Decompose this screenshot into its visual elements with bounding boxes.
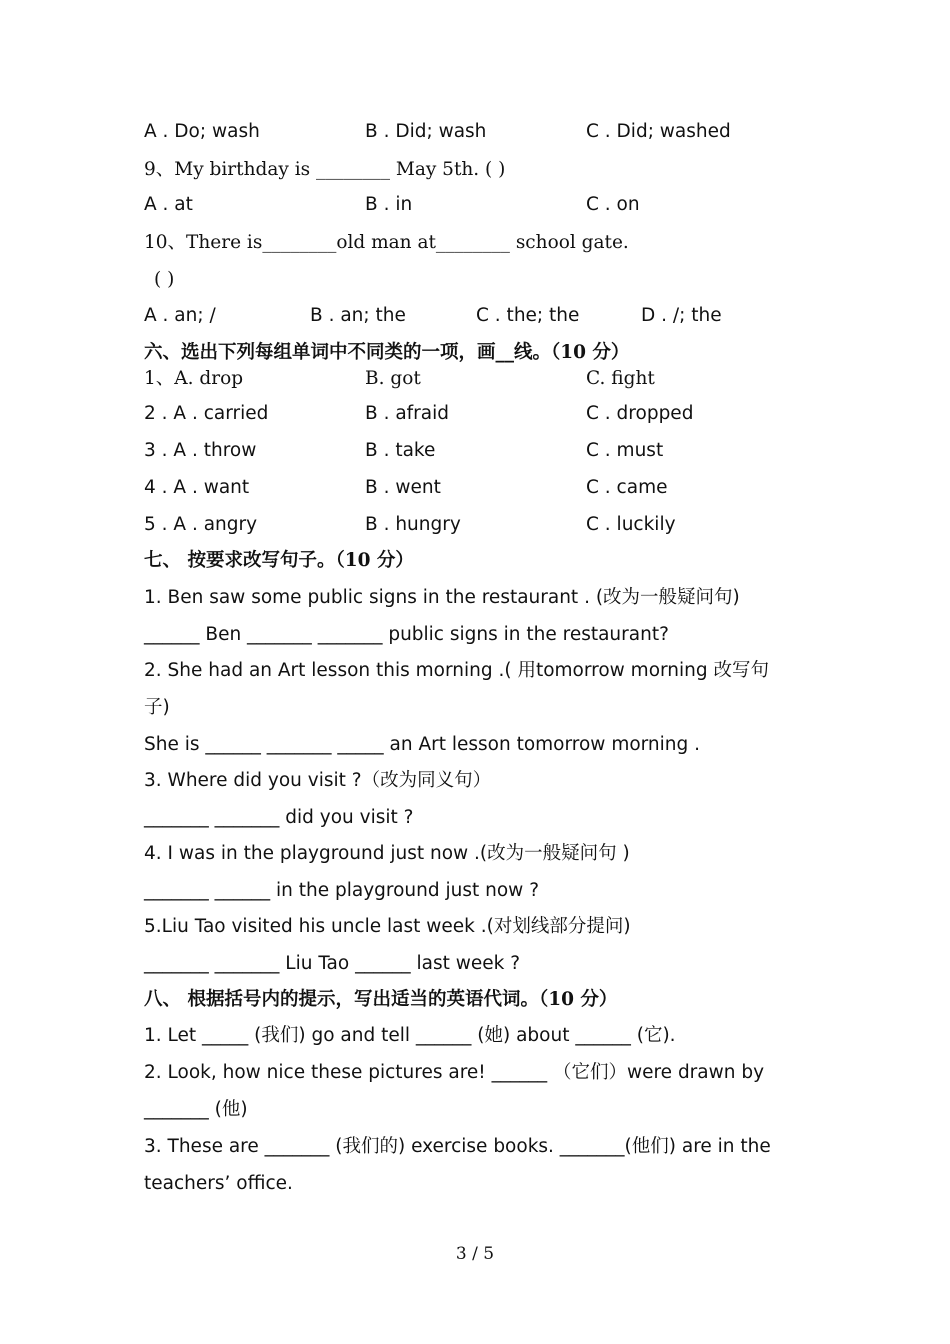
q10-option-a: A . an; / — [144, 305, 216, 326]
q9-option-b: B . in — [365, 194, 413, 215]
s8-line-2: 2. Look, how nice these pictures are! ______ （它们）were drawn by — [144, 1062, 765, 1083]
s8-line-3: _______ (他) — [144, 1099, 248, 1120]
s7-line-10: 5.Liu Tao visited his uncle last week .(对划线部分提问) — [144, 916, 631, 937]
q8-option-b: B . Did; wash — [365, 121, 487, 142]
q10-paren: ( ) — [154, 269, 175, 290]
q9-option-a: A . at — [144, 194, 193, 215]
s7-line-8: 4. I was in the playground just now .(改为一般疑问句 ) — [144, 843, 630, 864]
s6-row3-b: B . take — [365, 440, 436, 461]
s8-line-1: 1. Let _____ (我们) go and tell ______ (她) about ______ (它). — [144, 1025, 676, 1046]
s6-row1-b: B. got — [365, 368, 421, 389]
section-8-title: 八、 根据括号内的提示，写出适当的英语代词。（10 分） — [144, 989, 618, 1010]
s6-row2-b: B . afraid — [365, 403, 450, 424]
s6-row3-c: C . must — [586, 440, 664, 461]
s6-row4-a: 4 . A . want — [144, 477, 250, 498]
section-6-title: 六、选出下列每组单词中不同类的一项，画__线。（10 分） — [144, 342, 630, 363]
s8-line-4: 3. These are _______ (我们的) exercise books. _______(他们) are in the — [144, 1136, 771, 1157]
s7-line-4: 子) — [144, 697, 170, 718]
s7-line-6: 3. Where did you visit ?（改为同义句） — [144, 770, 492, 791]
s7-line-3: 2. She had an Art lesson this morning .( 用tomorrow morning 改写句 — [144, 660, 770, 681]
page-number: 3 / 5 — [455, 1244, 495, 1264]
q9-option-c: C . on — [586, 194, 640, 215]
s7-line-1: 1. Ben saw some public signs in the restaurant . (改为一般疑问句) — [144, 587, 740, 608]
s6-row2-a: 2 . A . carried — [144, 403, 269, 424]
s7-line-7: _______ _______ did you visit ? — [144, 807, 414, 828]
section-7-title: 七、 按要求改写句子。（10 分） — [144, 550, 414, 571]
s6-row4-b: B . went — [365, 477, 441, 498]
q10-stem: 10、There is________old man at________ school gate. — [144, 232, 629, 253]
q10-option-b: B . an; the — [310, 305, 406, 326]
s7-line-9: _______ ______ in the playground just now ? — [144, 880, 540, 901]
s7-line-5: She is ______ _______ _____ an Art lesson tomorrow morning . — [144, 734, 701, 755]
q8-option-a: A . Do; wash — [144, 121, 260, 142]
s6-row2-c: C . dropped — [586, 403, 694, 424]
s7-line-11: _______ _______ Liu Tao ______ last week ? — [144, 953, 521, 974]
s6-row4-c: C . came — [586, 477, 668, 498]
s6-row5-c: C . luckily — [586, 514, 676, 535]
s8-line-5: teachers’ office. — [144, 1173, 293, 1194]
s6-row3-a: 3 . A . throw — [144, 440, 257, 461]
s6-row1-c: C. fight — [586, 368, 655, 389]
s6-row5-b: B . hungry — [365, 514, 461, 535]
s6-row5-a: 5 . A . angry — [144, 514, 258, 535]
s7-line-2: ______ Ben _______ _______ public signs in the restaurant? — [144, 624, 669, 645]
q10-option-d: D . /; the — [641, 305, 722, 326]
q9-stem: 9、My birthday is ________ May 5th. ( ) — [144, 159, 506, 180]
s6-row1-a: 1、A. drop — [144, 368, 244, 389]
q10-option-c: C . the; the — [476, 305, 580, 326]
q8-option-c: C . Did; washed — [586, 121, 731, 142]
